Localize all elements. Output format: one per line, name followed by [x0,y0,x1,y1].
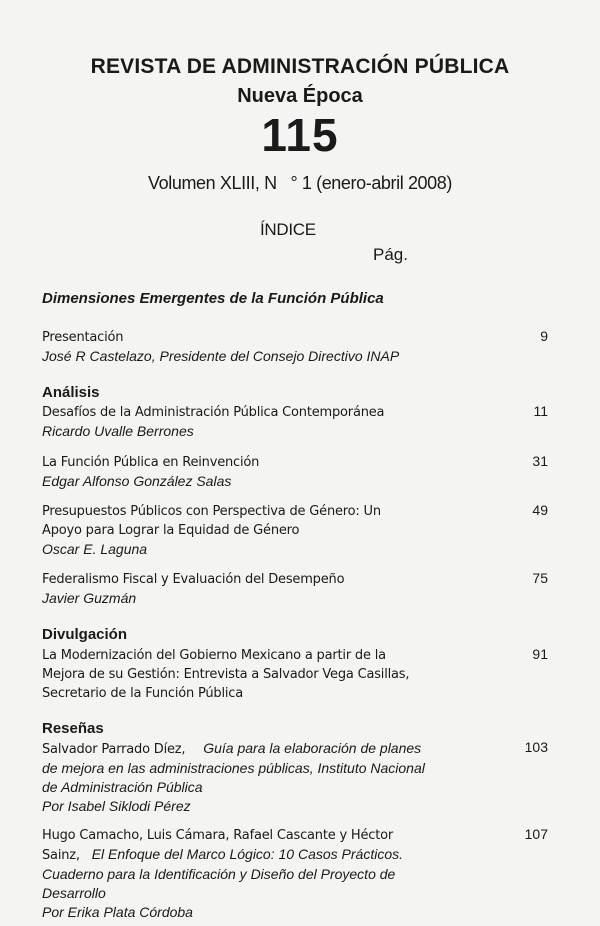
heading-analisis: Análisis [42,384,100,401]
entry-title-line1: Presupuestos Públicos con Perspectiva de Género: Un [42,504,381,519]
entry-author-prefix: Salvador Parrado Díez, [42,742,186,757]
entry-page: 11 [533,403,548,419]
entry-page: 9 [540,328,548,344]
entry-title-line1: La Modernización del Gobierno Mexicano a partir de la [42,648,386,663]
journal-subtitle: Nueva Época [237,85,363,107]
index-label: ÍNDICE [260,220,316,239]
show-through-ghost-1 [28,0,36,28]
entry-title-line3: Secretario de la Función Pública [42,686,244,701]
entry-title-line2: Cuaderno para la Identificación y Diseño del Proyecto de [42,866,396,882]
toc-entry [42,453,512,491]
entry-title-part1: Guía para la elaboración de planes [203,740,422,756]
section-title: Dimensiones Emergentes de la Función Pública [42,290,384,307]
entry-author: José R Castelazo, Presidente del Consejo Directivo INAP [42,348,400,364]
entry-title: La Función Pública en Reinvención [42,455,260,470]
entry-authors-line1: Hugo Camacho, Luis Cámara, Rafael Cascante y Héctor [42,828,393,843]
heading-divulgacion: Divulgación [42,626,128,643]
entry-page: 103 [524,739,548,755]
toc-entry-divulgacion [42,646,512,703]
entry-title: Federalismo Fiscal y Evaluación del Desempeño [42,572,345,587]
entry-author: Edgar Alfonso González Salas [42,473,232,489]
entry-page: 91 [532,646,548,662]
entry-author: Oscar E. Laguna [42,541,148,557]
entry-title-line2: Apoyo para Lograr la Equidad de Género [42,523,300,538]
entry-title: Presentación [42,330,124,345]
entry-title-line2: Mejora de su Gestión: Entrevista a Salvador Vega Casillas, [42,667,410,682]
entry-title-part1: El Enfoque del Marco Lógico: 10 Casos Prácticos. [91,846,403,862]
page-column-label: Pág. [373,245,408,264]
toc-entry [42,502,512,559]
toc-entry-presentacion [42,328,512,366]
entry-page: 75 [532,570,548,586]
entry-title-line3: Desarrollo [42,885,106,901]
heading-resenas: Reseñas [42,720,104,737]
entry-reviewer: Por Erika Plata Córdoba [42,904,193,920]
entry-title-line3: de Administración Pública [42,779,203,795]
journal-title: REVISTA DE ADMINISTRACIÓN PÚBLICA [90,55,510,78]
toc-entry-resena-1 [42,739,512,816]
entry-title-line2: de mejora en las administraciones públicas, Instituto Nacional [42,760,425,776]
toc-entry [42,570,512,608]
volume-info: Volumen XLIII, N ° 1 (enero-abril 2008) [148,173,452,193]
entry-page: 49 [532,502,548,518]
entry-reviewer: Por Isabel Siklodi Pérez [42,798,191,814]
entry-title: Desafíos de la Administración Pública Contemporánea [42,405,385,420]
entry-page: 31 [532,453,548,469]
entry-author-prefix: Sainz, [42,848,80,863]
entry-author: Ricardo Uvalle Berrones [42,423,194,439]
issue-number: 115 [261,109,339,161]
entry-page: 107 [524,826,548,842]
toc-entry-resena-2 [42,826,512,922]
entry-author: Javier Guzmán [42,590,137,606]
toc-entry [42,403,512,441]
